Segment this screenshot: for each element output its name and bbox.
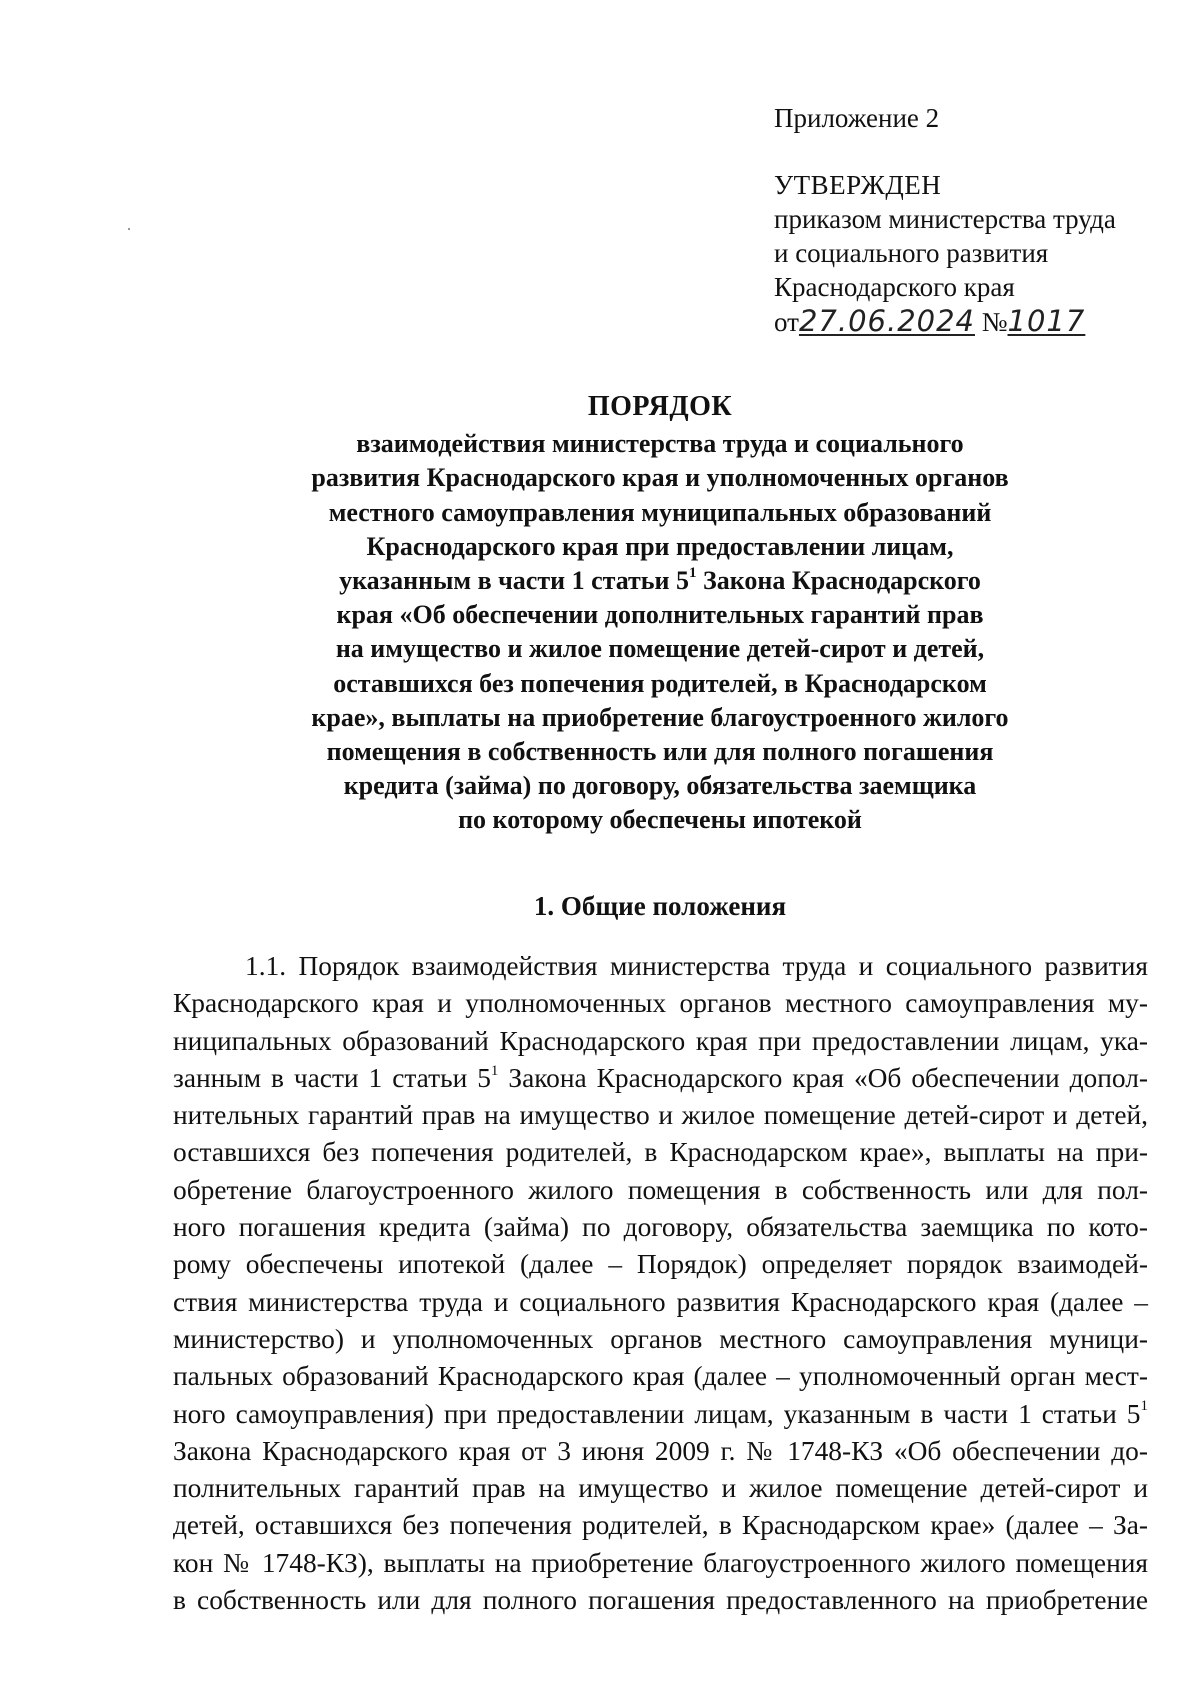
title-main: ПОРЯДОК <box>587 391 733 422</box>
title-line-part: Закона Краснодарского <box>703 566 981 596</box>
body-line: ного погашения кредита (займа) по договору, обязательства заемщика по кото- <box>173 1212 1148 1243</box>
body-line: ствия министерства труда и социального развития Краснодарского края (далее – <box>173 1286 1148 1317</box>
body-line-part: ного самоуправления) при предоставлении лицам, указанным в части 1 статьи 5 <box>173 1398 1141 1429</box>
body-line: нительных гарантий прав на имущество и жилое помещение детей-сирот и детей, <box>173 1100 1148 1131</box>
title-line: оставшихся без попечения родителей, в Краснодарском <box>333 668 987 698</box>
title-line: кредита (займа) по договору, обязательства заемщика <box>343 771 977 801</box>
number-prefix: № <box>981 307 1008 337</box>
title-line: края «Об обеспечении дополнительных гарантий прав <box>336 600 984 630</box>
body-superscript: 1 <box>1140 1398 1148 1415</box>
body-line: полнительных гарантий прав на имущество и жилое помещение детей-сирот и <box>173 1473 1148 1504</box>
approval-stamp <box>774 168 1116 339</box>
body-line <box>173 1060 1148 1097</box>
title-line <box>180 564 1140 598</box>
body-line: Краснодарского края и уполномоченных органов местного самоуправления му- <box>173 988 1148 1019</box>
body-line: пальных образований Краснодарского края (далее – уполномоченный орган мест- <box>173 1361 1148 1392</box>
title-line: местного самоуправления муниципальных образований <box>328 497 992 527</box>
body-line: 1.1. Порядок взаимодействия министерства труда и социального развития <box>245 951 1148 981</box>
order-date-number <box>774 304 1116 339</box>
approved-heading: УТВЕРЖДЕН <box>774 170 942 200</box>
section-heading: 1. Общие положения <box>533 891 787 921</box>
title-line: по которому обеспечены ипотекой <box>458 805 862 835</box>
title-line: на имущество и жилое помещение детей-сирот и детей, <box>335 634 985 664</box>
title-line: развития Краснодарского края и уполномоченных органов <box>311 463 1009 493</box>
body-line: министерство) и уполномоченных органов местного самоуправления муници- <box>173 1323 1148 1354</box>
date-prefix: от <box>774 307 799 337</box>
body-line <box>173 1396 1148 1433</box>
title-line: крае», выплаты на приобретение благоустроенного жилого <box>311 702 1009 732</box>
title-line: взаимодействия министерства труда и социального <box>356 429 964 459</box>
body-line-part: занным в части 1 статьи 5 <box>173 1062 491 1093</box>
body-line: обретение благоустроенного жилого помещения в собственность или для пол- <box>173 1174 1148 1205</box>
body-line: в собственность или для полного погашения предоставленного на приобретение <box>173 1585 1148 1616</box>
body-line: Закона Краснодарского края от 3 июня 2009 г. № 1748-КЗ «Об обеспечении до- <box>173 1435 1148 1466</box>
body-paragraph <box>173 948 1148 1619</box>
title-superscript: 1 <box>689 565 697 582</box>
title-line-part: указанным в части 1 статьи 5 <box>339 566 690 596</box>
approved-line-1: приказом министерства труда <box>774 204 1116 234</box>
body-line-part: Закона Краснодарского края «Об обеспечении допол- <box>508 1062 1148 1093</box>
body-superscript: 1 <box>490 1062 499 1079</box>
order-date: 27.06.2024 <box>798 304 975 338</box>
document-title <box>180 390 1140 838</box>
body-line: ниципальных образований Краснодарского края при предоставлении лицам, ука- <box>173 1025 1148 1056</box>
body-line: кон № 1748-КЗ), выплаты на приобретение благоустроенного жилого помещения <box>173 1547 1148 1578</box>
approved-line-3: Краснодарского края <box>774 272 1015 302</box>
body-line: оставшихся без попечения родителей, в Краснодарском крае», выплаты на при- <box>173 1137 1148 1168</box>
approved-line-2: и социального развития <box>774 238 1049 268</box>
body-line: рому обеспечены ипотекой (далее – Порядок) определяет порядок взаимодей- <box>173 1249 1148 1280</box>
title-line: помещения в собственность или для полного погашения <box>326 737 994 767</box>
order-number: 1017 <box>1007 304 1086 338</box>
appendix-label: Приложение 2 <box>774 103 940 133</box>
title-line: Краснодарского края при предоставлении лицам, <box>366 531 954 561</box>
body-line: детей, оставшихся без попечения родителей, в Краснодарском крае» (далее – За- <box>173 1510 1148 1541</box>
scan-speck <box>128 228 130 230</box>
